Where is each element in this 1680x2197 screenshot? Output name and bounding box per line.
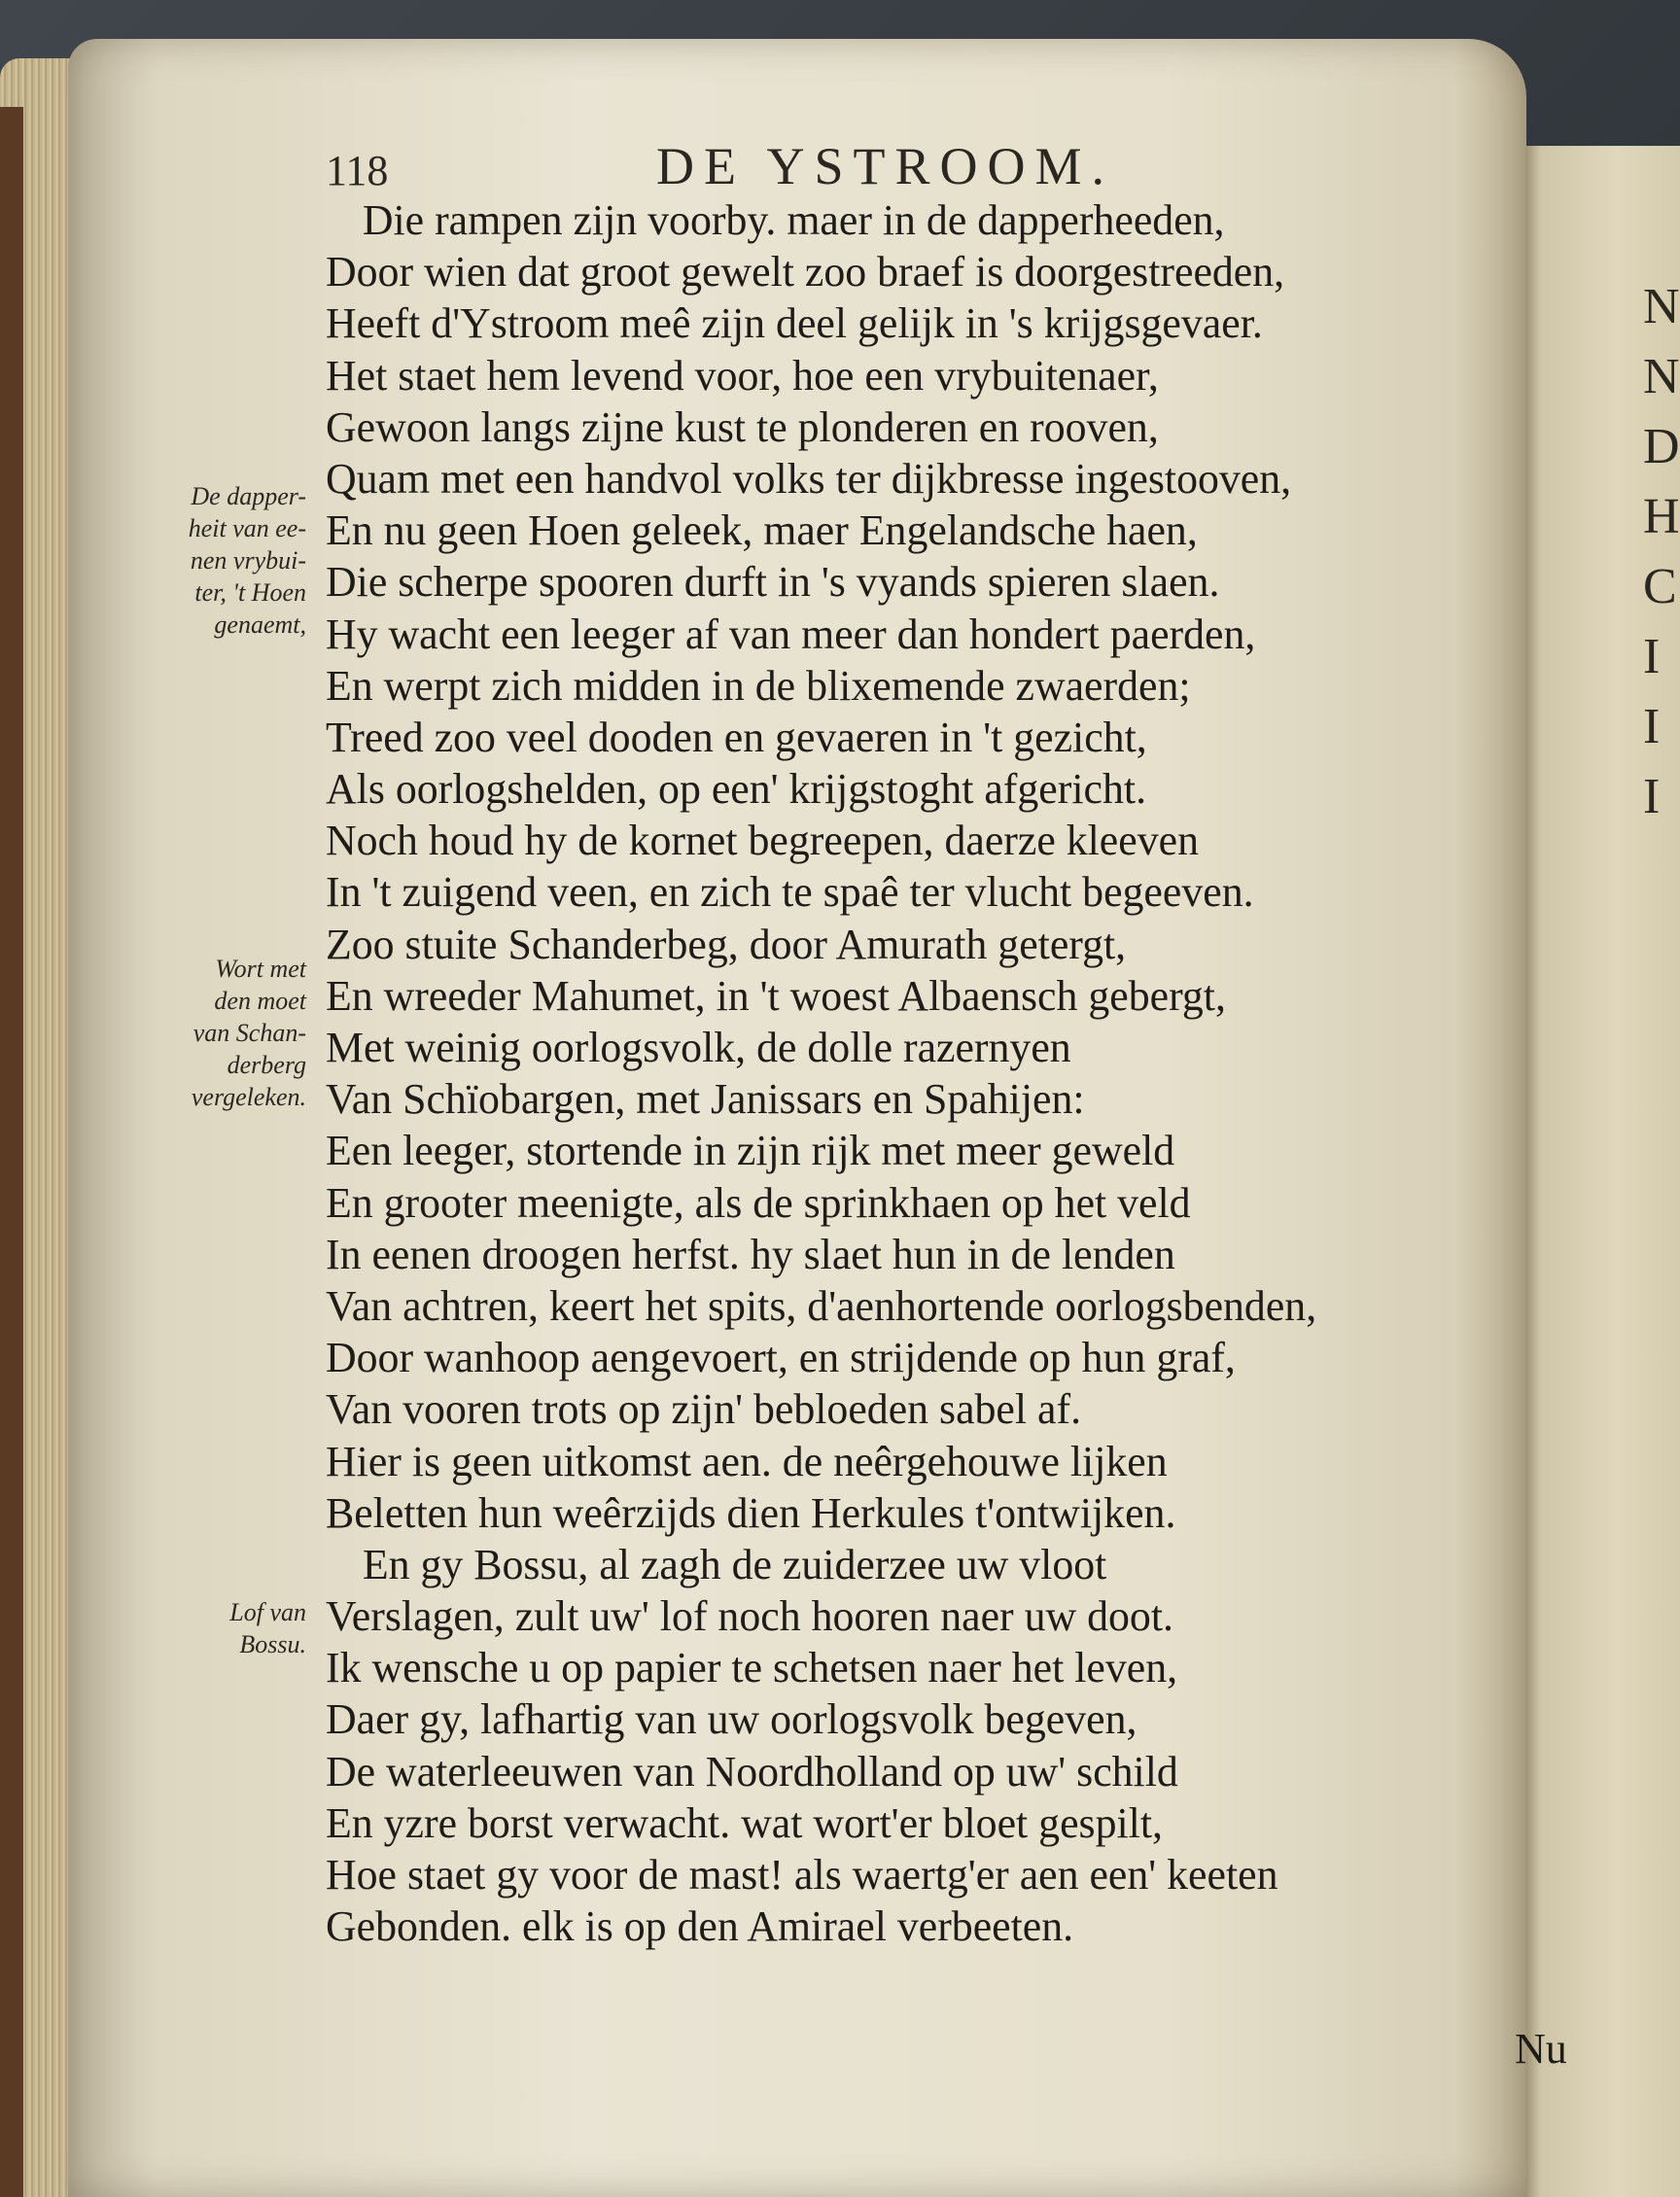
- poem-line: En wreeder Mahumet, in 't woest Albaensch gebergt,: [326, 971, 1226, 1020]
- running-title: DE YSTROOM.: [656, 137, 1115, 195]
- poem-line: Gebonden. elk is op den Amirael verbeeten.: [326, 1902, 1074, 1951]
- facing-letter: I: [1643, 699, 1661, 754]
- facing-letter: H: [1643, 489, 1680, 544]
- facing-letter: C: [1643, 559, 1677, 614]
- catchword: Nu: [1515, 2025, 1567, 2073]
- poem-line: Hoe staet gy voor de mast! als waertg'er aen een' keeten: [326, 1851, 1278, 1899]
- poem-line: Hier is geen uitkomst aen. de neêrgehouwe lijken: [326, 1437, 1168, 1485]
- margin-note-line: Bossu.: [239, 1630, 306, 1658]
- facing-letter: I: [1643, 769, 1661, 824]
- facing-letter: N: [1643, 349, 1680, 404]
- margin-note-line: De dapper-: [191, 482, 306, 510]
- facing-letter: N: [1643, 279, 1680, 334]
- facing-letter: I: [1643, 629, 1661, 684]
- margin-note-line: Wort met: [215, 955, 306, 983]
- page-number: 118: [326, 147, 389, 194]
- poem-line: Hy wacht een leeger af van meer dan hondert paerden,: [326, 610, 1256, 658]
- poem-line: Die rampen zijn voorby. maer in de dapperheeden,: [362, 196, 1225, 244]
- poem-line: Ik wensche u op papier te schetsen naer het leven,: [326, 1644, 1178, 1692]
- poem-line: Van achtren, keert het spits, d'aenhortende oorlogsbenden,: [326, 1281, 1317, 1330]
- poem-text: [326, 194, 1522, 1952]
- poem-line: Verslagen, zult uw' lof noch hooren naer uw doot.: [326, 1592, 1173, 1641]
- poem-line: Door wanhoop aengevoert, en strijdende op hun graf,: [326, 1334, 1236, 1382]
- poem-line: Beletten hun weêrzijds dien Herkules t'ontwijken.: [326, 1488, 1176, 1537]
- poem-line: Noch houd hy de kornet begreepen, daerze kleeven: [326, 817, 1199, 865]
- poem-line: Van vooren trots op zijn' bebloeden sabel af.: [326, 1385, 1082, 1434]
- poem-line: Van Schïobargen, met Janissars en Spahijen:: [326, 1075, 1085, 1124]
- facing-page-letters: [1643, 272, 1680, 832]
- margin-note-line: Lof van: [229, 1598, 306, 1626]
- margin-note-line: heit van ee-: [188, 514, 306, 542]
- poem-line: De waterleeuwen van Noordholland op uw' schild: [326, 1747, 1178, 1796]
- poem-line: Door wien dat groot gewelt zoo braef is doorgestreeden,: [326, 248, 1285, 296]
- poem-line: Als oorlogshelden, op een' krijgstoght afgericht.: [326, 765, 1147, 814]
- poem-line: En gy Bossu, al zagh de zuiderzee uw vloot: [362, 1540, 1107, 1588]
- poem-line: En grooter meenigte, als de sprinkhaen op het veld: [326, 1178, 1191, 1227]
- book-cover-edge: [0, 107, 23, 2197]
- poem-line: Daer gy, lafhartig van uw oorlogsvolk begeven,: [326, 1695, 1138, 1744]
- poem-line: En yzre borst verwacht. wat wort'er bloet gespilt,: [326, 1798, 1163, 1847]
- margin-note: [131, 1596, 306, 1660]
- poem-line: Zoo stuite Schanderbeg, door Amurath getergt,: [326, 920, 1127, 968]
- poem-line: Het staet hem levend voor, hoe een vrybuitenaer,: [326, 351, 1159, 400]
- facing-letter: D: [1643, 419, 1680, 474]
- margin-note-line: van Schan-: [192, 1019, 306, 1047]
- poem-line: Quam met een handvol volks ter dijkbresse ingestooven,: [326, 454, 1292, 503]
- poem-line: Met weinig oorlogsvolk, de dolle razernyen: [326, 1024, 1071, 1071]
- margin-note-line: den moet: [214, 987, 306, 1015]
- poem-line: En werpt zich midden in de blixemende zwaerden;: [326, 661, 1191, 710]
- poem-line: Gewoon langs zijne kust te plonderen en rooven,: [326, 402, 1159, 451]
- poem-line: Heeft d'Ystroom meê zijn deel gelijk in 's krijgsgevaer.: [326, 299, 1263, 348]
- poem-line: In eenen droogen herfst. hy slaet hun in de lenden: [326, 1230, 1175, 1278]
- margin-note: [131, 953, 306, 1113]
- margin-note-line: ter, 't Hoen: [194, 578, 306, 607]
- margin-note: [131, 480, 306, 641]
- poem-line: Treed zoo veel dooden en gevaeren in 't gezicht,: [326, 713, 1147, 761]
- margin-note-line: derberg: [227, 1051, 306, 1079]
- margin-note-line: genaemt,: [214, 610, 306, 639]
- poem-line: Een leeger, stortende in zijn rijk met meer geweld: [326, 1127, 1175, 1175]
- margin-note-line: nen vrybui-: [190, 546, 306, 575]
- poem-line: En nu geen Hoen geleek, maer Engelandsche haen,: [326, 506, 1198, 555]
- margin-note-line: vergeleken.: [191, 1083, 306, 1111]
- poem-line: In 't zuigend veen, en zich te spaê ter vlucht begeeven.: [326, 868, 1254, 917]
- poem-line: Die scherpe spooren durft in 's vyands spieren slaen.: [326, 558, 1220, 607]
